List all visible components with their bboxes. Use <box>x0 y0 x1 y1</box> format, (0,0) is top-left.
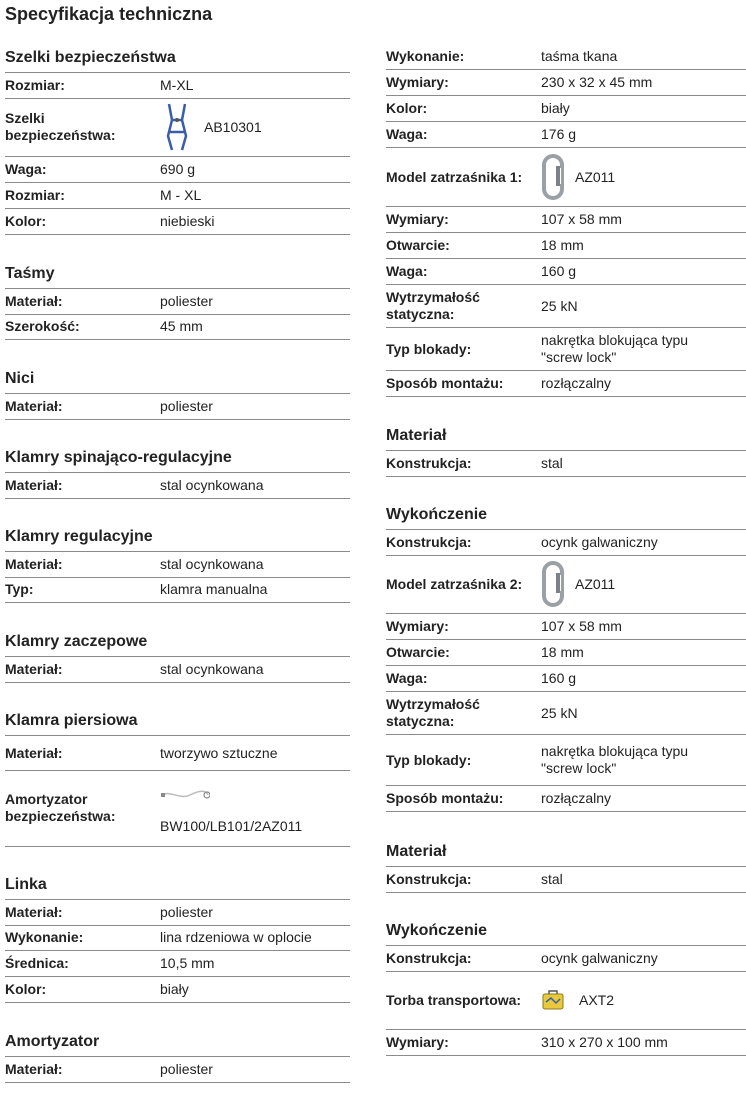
spec-label: Model zatrzaśnika 2: <box>386 575 523 592</box>
spec-value: 176 g <box>541 126 577 142</box>
amortyzator-value <box>160 770 302 846</box>
spec-value: 690 g <box>160 161 196 177</box>
spec-row <box>5 577 350 603</box>
spec-value-line: nakrętka blokująca typu <box>541 332 689 348</box>
spec-value <box>541 328 688 370</box>
spec-value: stal <box>541 455 563 471</box>
spec-row <box>386 70 746 96</box>
spec-value-line: "screw lock" <box>541 760 617 776</box>
spec-label: Waga: <box>5 161 47 177</box>
spec-label: Wykonanie: <box>5 929 84 945</box>
spec-value: 107 x 58 mm <box>541 618 622 634</box>
section-title-amortyzator: Amortyzator <box>5 1033 100 1050</box>
spec-row <box>5 288 350 315</box>
spec-row <box>5 1056 350 1083</box>
section-title-klamry-zaczepowe: Klamry zaczepowe <box>5 633 148 650</box>
spec-row <box>5 656 350 683</box>
spec-row <box>386 529 746 556</box>
spec-value: 10,5 mm <box>160 955 215 971</box>
harness-icon <box>160 102 194 152</box>
spec-value: tworzywo sztuczne <box>160 744 278 761</box>
spec-row-model1 <box>386 148 746 207</box>
spec-label: Otwarcie: <box>386 644 450 660</box>
spec-value: lina rdzeniowa w oplocie <box>160 929 312 945</box>
spec-label: Szelki bezpieczeństwa: <box>5 110 116 143</box>
spec-value: ocynk galwaniczny <box>541 950 658 966</box>
model-value <box>541 148 615 206</box>
spec-label-line: Wytrzymałość <box>386 696 480 712</box>
spec-value: klamra manualna <box>160 581 268 597</box>
product-code: AZ011 <box>575 168 616 185</box>
spec-row <box>386 666 746 692</box>
spec-row <box>386 285 746 328</box>
spec-value: 230 x 32 x 45 mm <box>541 74 653 90</box>
spec-row <box>386 328 746 371</box>
spec-label <box>5 770 155 846</box>
carabiner-icon <box>541 561 565 607</box>
spec-value: poliester <box>160 293 213 309</box>
spec-row-amortyzator <box>5 770 350 847</box>
spec-row <box>386 233 746 259</box>
spec-value: 107 x 58 mm <box>541 211 622 227</box>
spec-label-line: bezpieczeństwa: <box>5 808 116 824</box>
section-title-material-2: Materiał <box>386 843 447 860</box>
spec-label: Materiał: <box>5 661 63 677</box>
spec-row-torba <box>386 971 746 1030</box>
spec-label: Wymiary: <box>386 1034 449 1050</box>
section-title-wykonczenie-2: Wykończenie <box>386 922 488 939</box>
spec-value: rozłączalny <box>541 375 612 391</box>
page-title: Specyfikacja techniczna <box>5 4 213 24</box>
section-title-wykonczenie-1: Wykończenie <box>386 506 488 523</box>
spec-value: 160 g <box>541 670 577 686</box>
lanyard-icon <box>160 788 210 802</box>
spec-label: Materiał: <box>5 744 63 761</box>
spec-row <box>5 314 350 340</box>
spec-label: Waga: <box>386 126 428 142</box>
spec-row <box>5 899 350 926</box>
spec-label-line: statyczna: <box>386 306 455 322</box>
product-code: AB10301 <box>204 118 262 135</box>
spec-row <box>386 207 746 233</box>
spec-label-line: Amortyzator <box>5 791 88 807</box>
spec-label-line: statyczna: <box>386 713 455 729</box>
spec-label: Typ blokady: <box>386 751 472 768</box>
spec-label <box>386 692 536 734</box>
spec-row <box>5 735 350 771</box>
spec-label: Konstrukcja: <box>386 950 472 966</box>
product-code: BW100/LB101/2AZ011 <box>160 818 303 834</box>
spec-row <box>5 183 350 209</box>
spec-label: Kolor: <box>5 213 47 229</box>
spec-label: Typ: <box>5 581 34 597</box>
spec-value: biały <box>541 100 570 116</box>
spec-value: 18 mm <box>541 237 584 253</box>
spec-row <box>386 735 746 786</box>
spec-row <box>386 945 746 972</box>
spec-label: Materiał: <box>5 477 63 493</box>
spec-value: biały <box>160 981 189 997</box>
spec-row <box>386 614 746 640</box>
section-title-nici: Nici <box>5 370 35 387</box>
spec-value: stal <box>541 871 563 887</box>
spec-value: 25 kN <box>541 297 578 314</box>
spec-row <box>5 157 350 183</box>
spec-label: Waga: <box>386 670 428 686</box>
spec-label: Kolor: <box>386 100 428 116</box>
spec-label: Konstrukcja: <box>386 455 472 471</box>
spec-label: Torba transportowa: <box>386 991 522 1008</box>
section-title-szelki: Szelki bezpieczeństwa <box>5 49 176 66</box>
spec-value-line: nakrętka blokująca typu <box>541 743 689 759</box>
spec-value: stal ocynkowana <box>160 477 264 493</box>
spec-row <box>5 72 350 99</box>
spec-label: Rozmiar: <box>5 77 65 93</box>
spec-row <box>5 393 350 420</box>
section-title-tasmy: Taśmy <box>5 265 55 282</box>
spec-label: Wykonanie: <box>386 48 465 64</box>
spec-label: Materiał: <box>5 1061 63 1077</box>
spec-row <box>386 44 746 70</box>
spec-label: Wymiary: <box>386 618 449 634</box>
spec-value: poliester <box>160 1061 213 1077</box>
spec-value: niebieski <box>160 213 215 229</box>
spec-label: Sposób montażu: <box>386 790 504 806</box>
spec-label <box>386 285 536 327</box>
spec-label: Model zatrzaśnika 1: <box>386 168 523 185</box>
spec-row <box>386 96 746 122</box>
spec-label-line: Wytrzymałość <box>386 289 480 305</box>
spec-row <box>5 472 350 499</box>
spec-value: 18 mm <box>541 644 584 660</box>
spec-label: Kolor: <box>5 981 47 997</box>
spec-label: Materiał: <box>5 904 63 920</box>
section-title-klamry-spinajaco: Klamry spinająco-regulacyjne <box>5 449 232 466</box>
spec-row <box>386 692 746 735</box>
spec-row <box>386 786 746 812</box>
spec-value: taśma tkana <box>541 48 618 64</box>
section-title-klamry-regulacyjne: Klamry regulacyjne <box>5 528 153 545</box>
spec-label: Konstrukcja: <box>386 534 472 550</box>
spec-label: Typ blokady: <box>386 340 472 357</box>
product-code: AXT2 <box>579 991 615 1008</box>
spec-row <box>386 1030 746 1056</box>
spec-row <box>386 371 746 397</box>
spec-label: Materiał: <box>5 398 63 414</box>
spec-value: poliester <box>160 398 213 414</box>
spec-value: 45 mm <box>160 318 203 334</box>
spec-label: Sposób montażu: <box>386 375 504 391</box>
spec-row <box>386 122 746 148</box>
spec-row-product <box>5 98 350 157</box>
product-code: AZ011 <box>575 575 616 592</box>
spec-label: Materiał: <box>5 556 63 572</box>
section-title-klamra-piersiowa: Klamra piersiowa <box>5 712 138 729</box>
spec-value-line: "screw lock" <box>541 349 617 365</box>
spec-row <box>5 951 350 977</box>
model-value <box>541 555 615 613</box>
spec-value: stal ocynkowana <box>160 556 264 572</box>
spec-value: stal ocynkowana <box>160 661 264 677</box>
spec-value: M-XL <box>160 77 194 93</box>
spec-label: Otwarcie: <box>386 237 450 253</box>
spec-row <box>386 450 746 477</box>
spec-row <box>5 925 350 951</box>
spec-label: Szerokość: <box>5 318 80 334</box>
spec-label: Waga: <box>386 263 428 279</box>
spec-label: Wymiary: <box>386 211 449 227</box>
product-value <box>160 98 262 156</box>
spec-label: Wymiary: <box>386 74 449 90</box>
spec-value: 160 g <box>541 263 577 279</box>
spec-row <box>5 209 350 235</box>
spec-label: Materiał: <box>5 293 63 309</box>
spec-value: rozłączalny <box>541 790 612 806</box>
section-title-material-1: Materiał <box>386 427 447 444</box>
bag-icon <box>541 988 565 1012</box>
spec-label: Średnica: <box>5 955 69 971</box>
spec-row <box>5 551 350 578</box>
carabiner-icon <box>541 154 565 200</box>
spec-value: M - XL <box>160 187 202 203</box>
spec-value: poliester <box>160 904 213 920</box>
spec-row <box>386 640 746 666</box>
spec-value: 25 kN <box>541 704 578 721</box>
spec-row <box>5 977 350 1003</box>
spec-value: ocynk galwaniczny <box>541 534 658 550</box>
torba-value <box>541 971 614 1029</box>
spec-label: Rozmiar: <box>5 187 65 203</box>
spec-row-model2 <box>386 555 746 614</box>
spec-label: Konstrukcja: <box>386 871 472 887</box>
spec-value <box>541 735 688 785</box>
section-title-linka: Linka <box>5 876 47 893</box>
spec-row <box>386 866 746 893</box>
spec-value: 310 x 270 x 100 mm <box>541 1034 668 1050</box>
spec-row <box>386 259 746 285</box>
